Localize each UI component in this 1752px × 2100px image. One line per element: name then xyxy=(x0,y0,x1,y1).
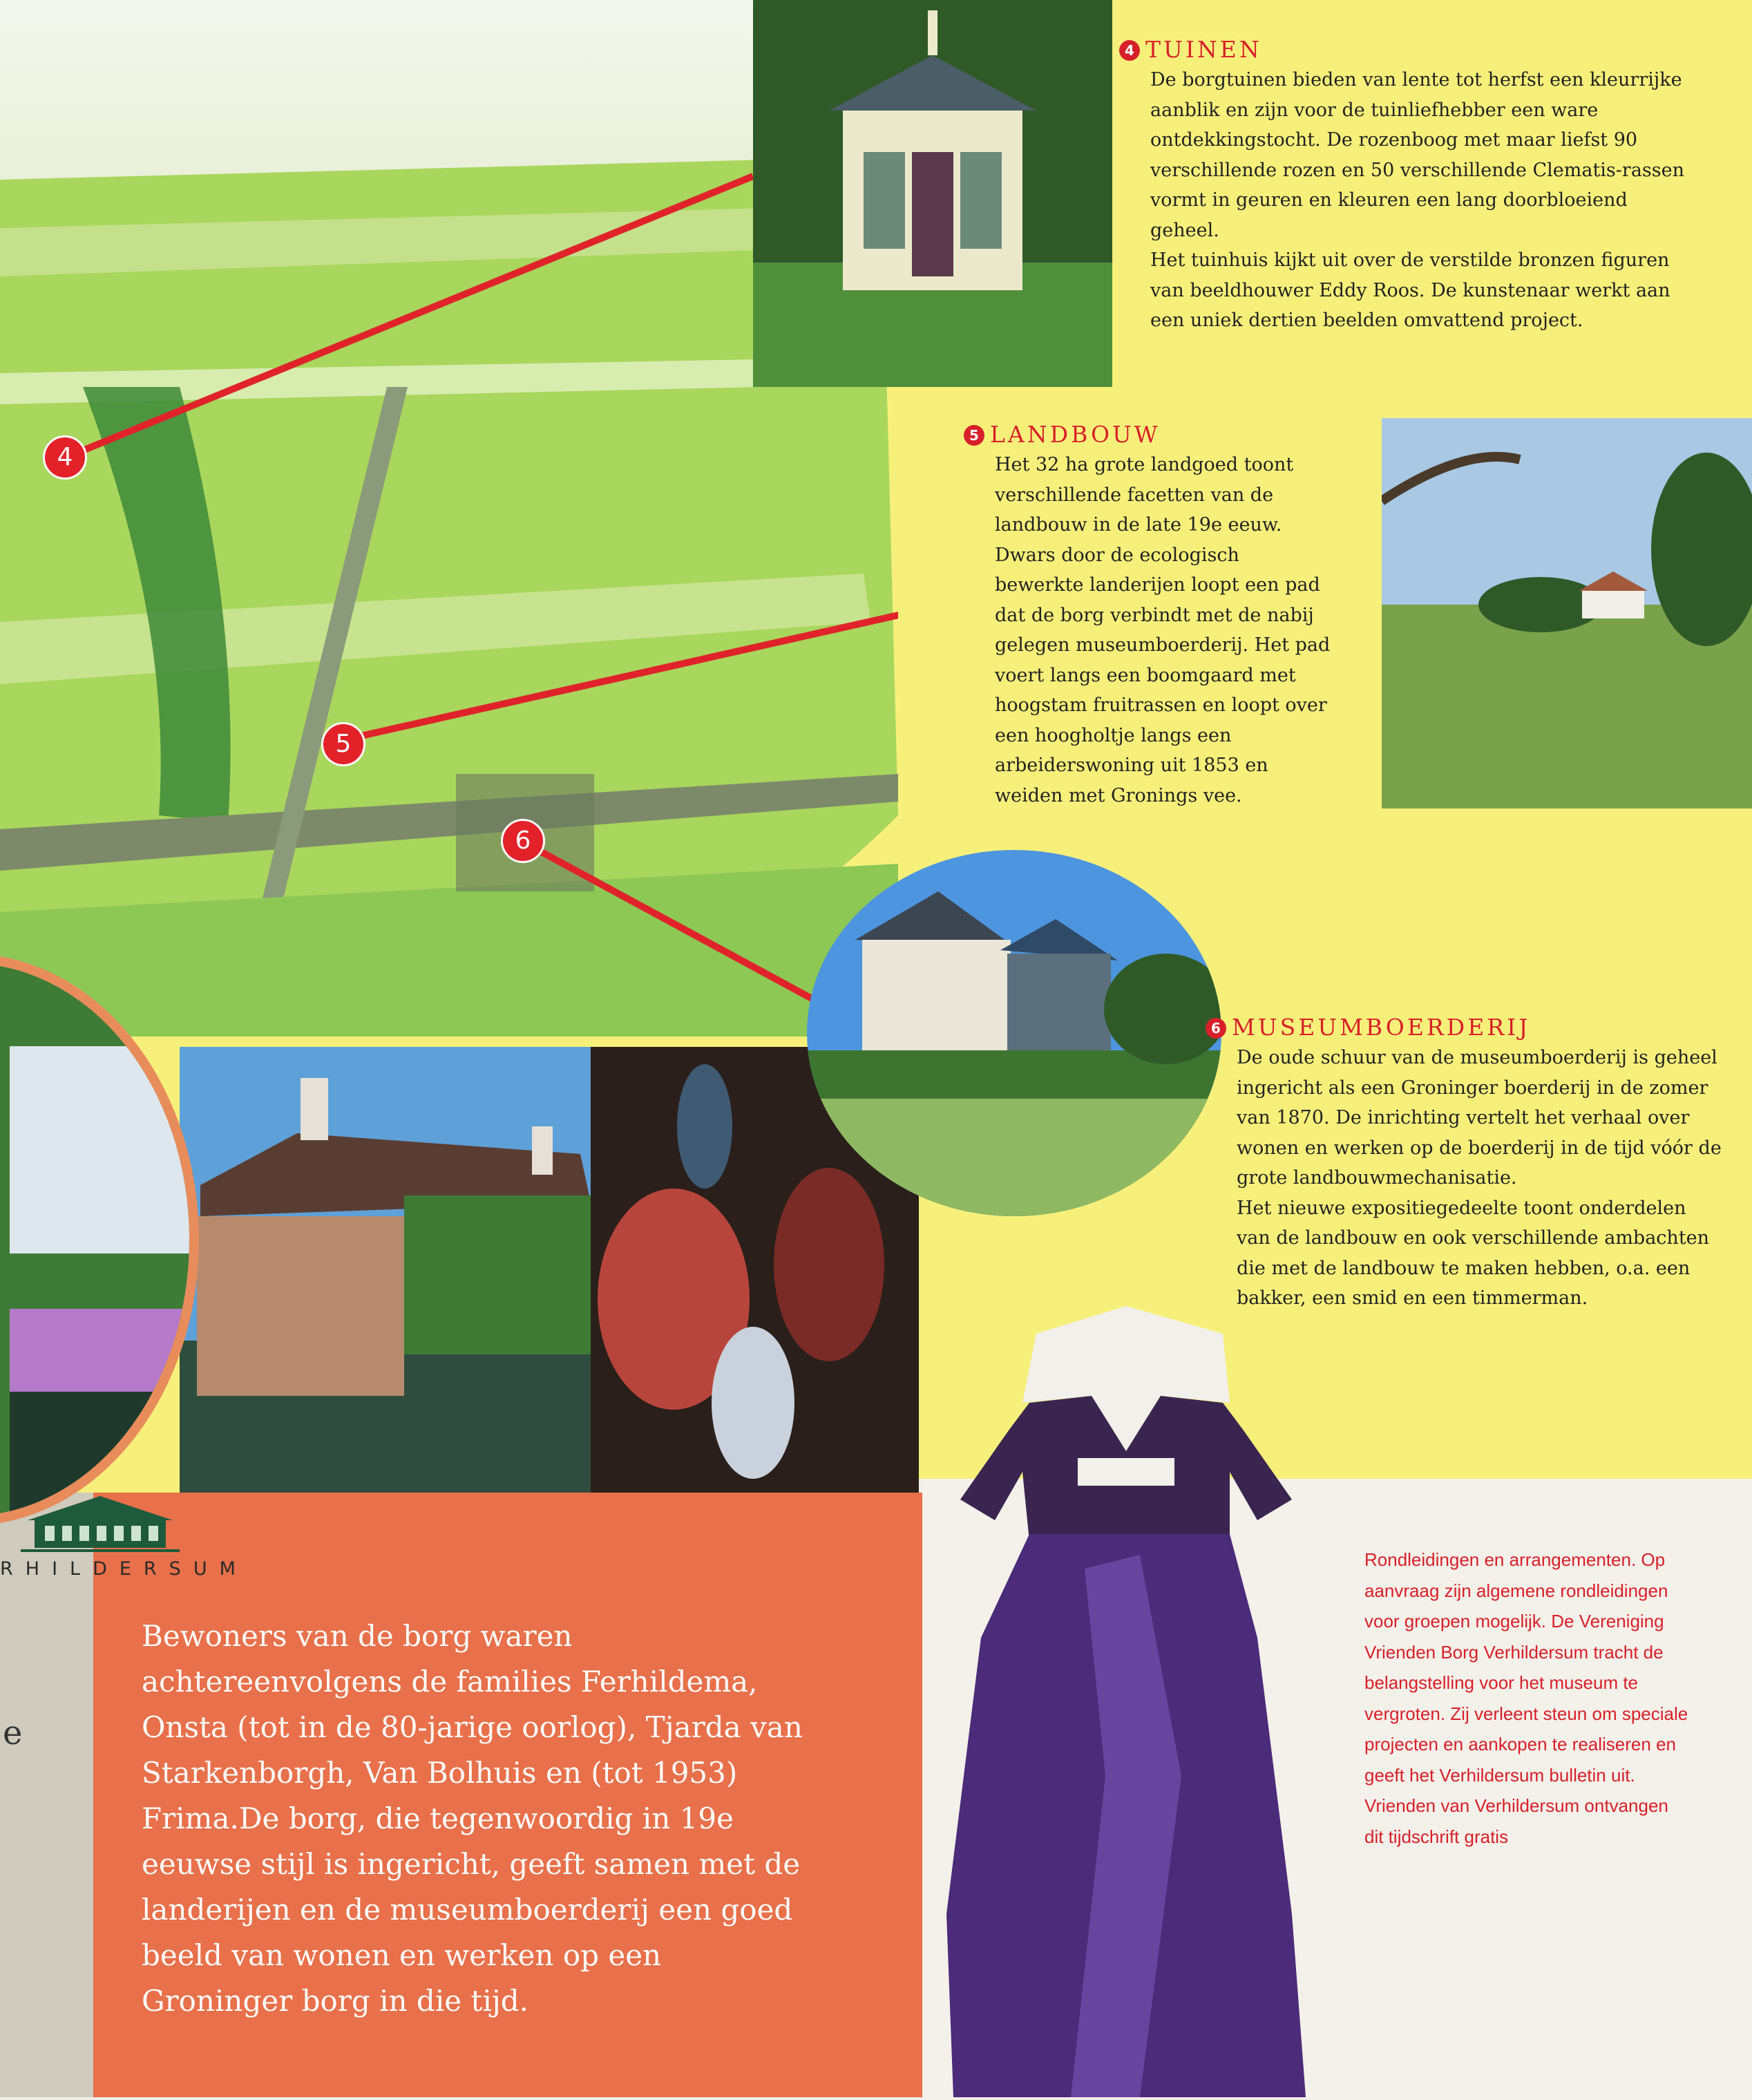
section-museumboerderij xyxy=(1206,1016,1751,1314)
landscape-photo xyxy=(1382,418,1752,808)
map-marker-6[interactable]: 6 xyxy=(501,819,545,863)
section-title: MUSEUMBOERDERIJ xyxy=(1232,1014,1531,1041)
section-title: LANDBOUW xyxy=(990,421,1161,448)
map-marker-5[interactable]: 5 xyxy=(321,722,365,766)
section-landbouw xyxy=(964,423,1378,811)
margin-letter: e xyxy=(3,1714,23,1752)
costume-photo xyxy=(933,1292,1320,2097)
section-body: Het 32 ha grote landgoed toont verschillende facetten van de landbouw in de late 19e eeuw. Dwars door de ecologisch bewerkte landerijen loopt een pad dat de borg verbindt met de nabij gelegen museumboerderij. Het pad voert langs een boomgaard met hoogstam fruitrassen en loopt over een hoogholtje langs een arbeiderswoning uit 1853 en weiden met Gronings vee. xyxy=(995,454,1331,806)
brand-wordmark: RHILDERSUM xyxy=(0,1558,248,1580)
section-number-badge: 6 xyxy=(1206,1018,1226,1039)
garden-house-photo xyxy=(753,0,1112,387)
section-number-badge: 4 xyxy=(1119,40,1140,61)
section-body: De oude schuur van de museumboerderij is geheel ingericht als een Groninger boerderij in de zomer van 1870. De inrichting vertelt het verhaal over wonen en werken op de boerderij in de tijd vóór de grote landbouwmechanisatie. Het nieuwe expositiegedeelte toont onderdelen van de landbouw en ook verschillende ambachten die met de landbouw te maken hebben, o.a. een bakker, een smid en een timmerman. xyxy=(1237,1047,1722,1309)
tours-info-text: Rondleidingen en arrangementen. Op aanvraag zijn algemene rondleidingen voor groepen mogelijk. De Vereniging Vrienden Borg Verhildersum tracht de belangstelling voor het museum te vergroten. Zij verleent steun om speciale projecten en aankopen te realiseren en geeft het Verhildersum bulletin uit. Vrienden van Verhildersum ontvangen dit tijdschrift gratis xyxy=(1364,1549,1688,1847)
intro-text: Bewoners van de borg waren achtereenvolgens de families Ferhildema, Onsta (tot in de 80-jarige oorlog), Tjarda van Starkenborgh, Van Bolhuis en (tot 1953) Frima.De borg, die tegenwoordig in 19e eeuwse stijl is ingericht, geeft samen met de landerijen en de museumboerderij een goed beeld van wonen en werken op een Groninger borg in die tijd. xyxy=(142,1619,803,2018)
borg-logo xyxy=(21,1493,180,1555)
section-body: De borgtuinen bieden van lente tot herfst een kleurrijke aanblik en zijn voor de tuinliefhebber een ware ontdekkingstocht. De rozenboog met maar liefst 90 verschillende rozen en 50 verschillende Clematis-rassen vormt in geuren en kleuren een lang doorbloeiend geheel. Het tuinhuis kijkt uit over de verstilde bronzen figuren van beeldhouwer Eddy Roos. De kunstenaar werkt aan een uniek dertien beelden omvattend project. xyxy=(1150,69,1684,331)
section-title: TUINEN xyxy=(1145,36,1262,63)
map-marker-4[interactable]: 4 xyxy=(43,435,87,480)
section-tuinen xyxy=(1119,38,1741,336)
farmhouse-photo xyxy=(807,850,1221,1216)
section-number-badge: 5 xyxy=(964,425,984,446)
